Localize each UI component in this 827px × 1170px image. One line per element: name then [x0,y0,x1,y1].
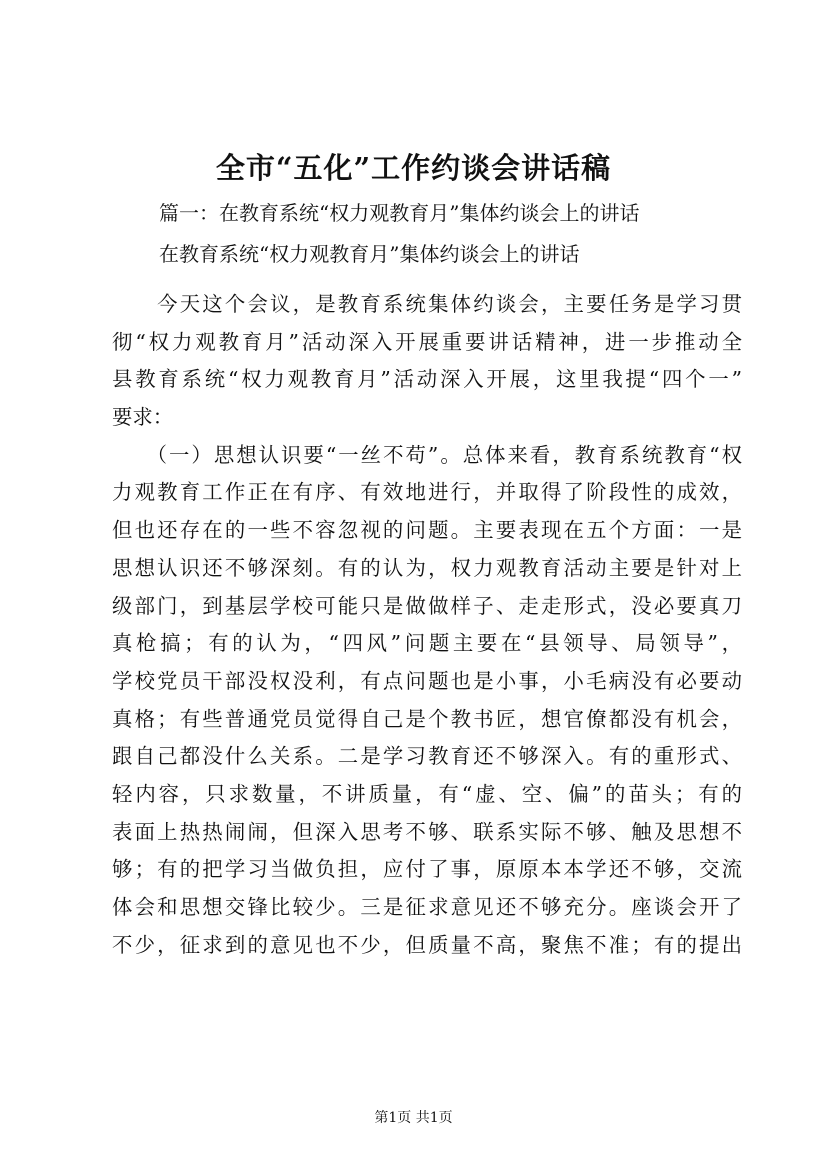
body-line: 但也还存在的一些不容忽视的问题。主要表现在五个方面：一是 [112,518,742,543]
document-subtitle-2: 在教育系统“权力观教育月”集体约谈会上的讲话 [159,242,580,266]
body-line: 力观教育工作正在有序、有效地进行，并取得了阶段性的成效， [112,480,742,505]
document-subtitle-1: 篇一：在教育系统“权力观教育月”集体约谈会上的讲话 [159,201,640,225]
body-line: 表面上热热闹闹，但深入思考不够、联系实际不够、触及思想不 [112,819,742,844]
body-line: 真格；有些普通党员觉得自己是个教书匠，想官僚都没有机会， [112,706,742,731]
body-line: 今天这个会议，是教育系统集体约谈会，主要任务是学习贯 [112,292,742,316]
body-line: 真枪搞；有的认为，“四风”问题主要在“县领导、局领导”， [112,631,742,656]
body-line: 级部门，到基层学校可能只是做做样子、走走形式，没必要真刀 [112,593,742,618]
body-line: 县教育系统“权力观教育月”活动深入开展，这里我提“四个一” [112,367,742,392]
page-footer: 第1页 共1页 [374,1110,453,1126]
body-line: 够；有的把学习当做负担，应付了事，原原本本学还不够，交流 [112,857,742,882]
body-line: 要求： [112,405,174,430]
body-line: 学校党员干部没权没利，有点问题也是小事，小毛病没有必要动 [112,668,742,693]
document-body [112,286,742,964]
body-line: 轻内容，只求数量，不讲质量，有“虚、空、偏”的苗头；有的 [112,781,742,806]
body-line: 思想认识还不够深刻。有的认为，权力观教育活动主要是针对上 [112,555,742,580]
body-line: 跟自己都没什么关系。二是学习教育还不够深入。有的重形式、 [112,744,742,769]
body-line: 彻“权力观教育月”活动深入开展重要讲话精神，进一步推动全 [112,329,742,354]
body-line: 不少，征求到的意见也不少，但质量不高，聚焦不准；有的提出 [112,932,742,957]
body-line: （一）思想认识要“一丝不苟”。总体来看，教育系统教育“权 [112,442,742,467]
body-line: 体会和思想交锋比较少。三是征求意见还不够充分。座谈会开了 [112,895,742,919]
document-title: 全市“五化”工作约谈会讲话稿 [215,151,612,185]
